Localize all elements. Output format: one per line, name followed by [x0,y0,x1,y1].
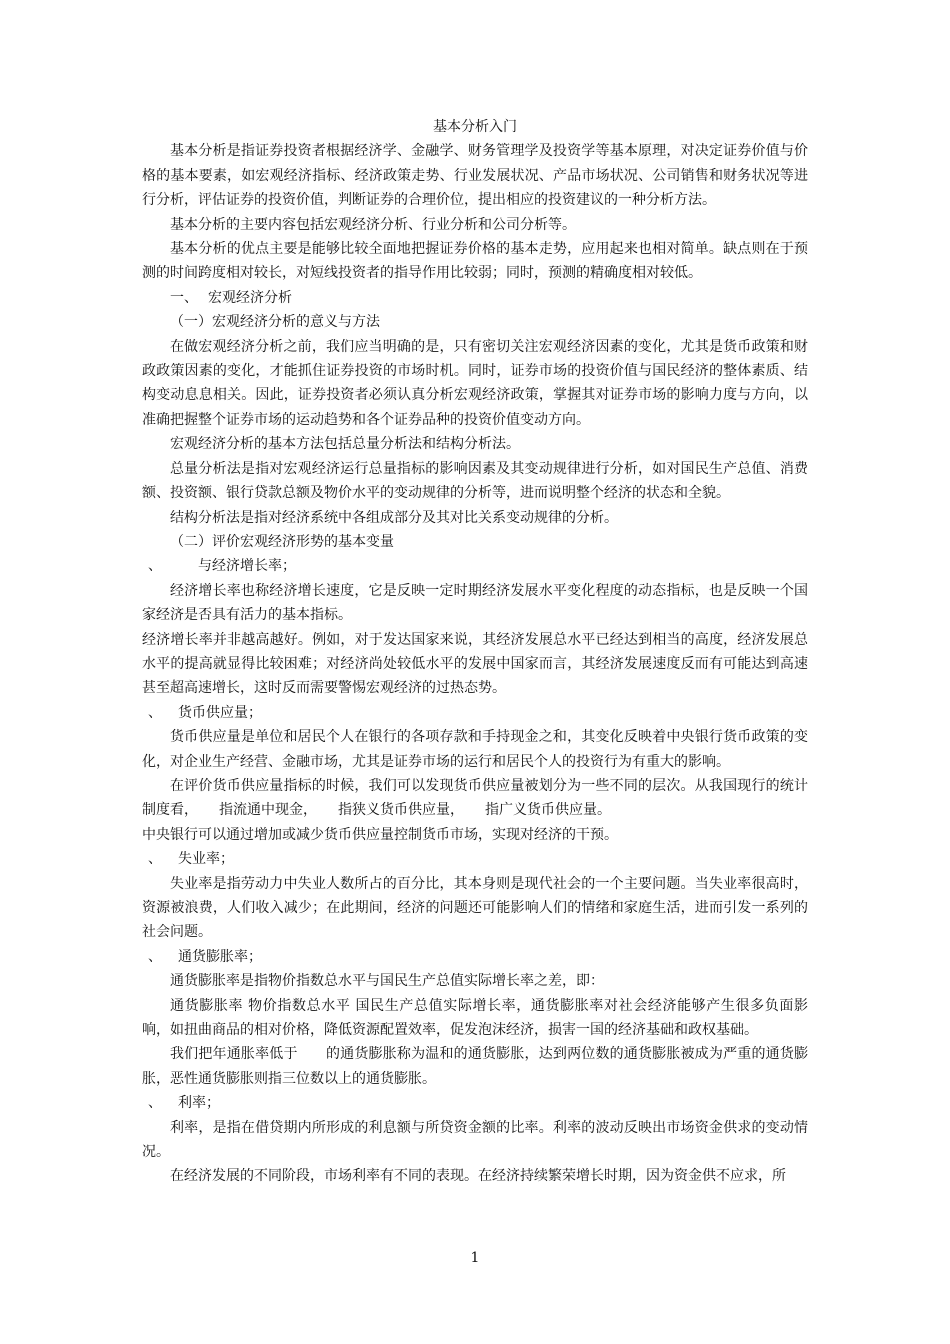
intro-paragraph: 基本分析的主要内容包括宏观经济分析、行业分析和公司分析等。 [170,216,576,233]
document-page [142,115,808,1189]
body-paragraph: 利率，是指在借贷期内所形成的利息额与所贷资金额的比率。利率的波动反映出市场资金供求的变动情况。 [142,1119,808,1161]
list-item-heading [142,1091,808,1115]
body-paragraph: 我们把年通胀率低于 的通货膨胀称为温和的通货膨胀，达到两位数的通货膨胀被成为严重的通货膨胀，恶性通货膨胀则指三位数以上的通货膨胀。 [142,1046,808,1087]
list-item-heading [142,701,808,725]
list-item-number: 、 [148,1095,162,1112]
body-paragraph: 经济增长率也称经济增长速度，它是反映一定时期经济发展水平变化程度的动态指标，也是反映一个国家经济是否具有活力的基本指标。 [142,582,808,624]
body-paragraph: 中央银行可以通过增加或减少货币供应量控制货币市场，实现对经济的干预。 [142,826,618,843]
intro-paragraph: 基本分析的优点主要是能够比较全面地把握证券价格的基本走势，应用起来也相对简单。缺点则在于预测的时间跨度相对较长，对短线投资者的指导作用比较弱；同时，预测的精确度相对较低。 [142,241,808,282]
list-item-label: 通货膨胀率； [178,948,262,965]
body-paragraph: 通货膨胀率是指物价指数总水平与国民生产总值实际增长率之差，即： [170,973,604,990]
body-paragraph: 结构分析法是指对经济系统中各组成部分及其对比关系变动规律的分析。 [170,509,618,526]
list-item-heading [142,945,808,969]
intro-paragraph: 基本分析是指证券投资者根据经济学、金融学、财务管理学及投资学等基本原理，对决定证券价值与价格的基本要素，如宏观经济指标、经济政策走势、行业发展状况、产品市场状况、公司销售和财务状况等进行分析，评估证券的投资价值，判断证券的合理价位，提出相应的投资建议的一种分析方法。 [142,143,808,209]
body-paragraph: 宏观经济分析的基本方法包括总量分析法和结构分析法。 [170,436,520,453]
body-paragraph: 经济增长率并非越高越好。例如，对于发达国家来说，其经济发展总水平已经达到相当的高度，经济发展总水平的提高就显得比较困难；对经济尚处较低水平的发展中国家而言，其经济发展速度反而有可能达到高速甚至超高速增长，这时反而需要警惕宏观经济的过热态势。 [142,631,808,697]
subsection-heading: （二）评价宏观经济形势的基本变量 [170,533,394,550]
list-item-label: 失业率； [178,851,234,868]
body-paragraph: 货币供应量是单位和居民个人在银行的各项存款和手持现金之和，其变化反映着中央银行货币政策的变化，对企业生产经营、金融市场，尤其是证券市场的运行和居民个人的投资行为有重大的影响。 [142,729,808,770]
subsection-heading: （一）宏观经济分析的意义与方法 [170,314,380,331]
list-item-number: 、 [148,948,162,965]
list-item-label: 与经济增长率； [198,558,296,575]
body-paragraph: 失业率是指劳动力中失业人数所占的百分比，其本身则是现代社会的一个主要问题。当失业率很高时，资源被浪费，人们收入减少；在此期间，经济的问题还可能影响人们的情绪和家庭生活，进而引发一系列的社会问题。 [142,875,808,941]
body-paragraph: 在评价货币供应量指标的时候，我们可以发现货币供应量被划分为一些不同的层次。从我国现行的统计制度看， 指流通中现金， 指狭义货币供应量， 指广义货币供应量。 [142,777,808,819]
list-item-number: 、 [148,704,162,721]
list-item-number: 、 [148,851,162,868]
section-number: 一、 [170,289,198,306]
section-title: 宏观经济分析 [208,289,292,306]
body-paragraph: 总量分析法是指对宏观经济运行总量指标的影响因素及其变动规律进行分析，如对国民生产总值、消费额、投资额、银行贷款总额及物价水平的变动规律的分析等，进而说明整个经济的状态和全貌。 [142,460,808,502]
body-paragraph: 在做宏观经济分析之前，我们应当明确的是，只有密切关注宏观经济因素的变化，尤其是货币政策和财政政策因素的变化，才能抓住证券投资的市场时机。同时，证券市场的投资价值与国民经济的整体素质、结构变动息息相关。因此，证券投资者必须认真分析宏观经济政策，掌握其对证券市场的影响力度与方向，以准确把握整个证券市场的运动趋势和各个证券品种的投资价值变动方向。 [142,338,808,428]
page-number: 1 [470,1250,480,1266]
body-paragraph: 在经济发展的不同阶段，市场利率有不同的表现。在经济持续繁荣增长时期，因为资金供不应求，所 [170,1168,786,1185]
list-item-label: 利率； [178,1095,220,1112]
list-item-heading [142,847,808,871]
list-item-heading [142,554,808,578]
section-heading [142,286,808,310]
list-item-label: 货币供应量； [178,704,262,721]
document-title: 基本分析入门 [433,119,517,135]
body-paragraph: 通货膨胀率 物价指数总水平 国民生产总值实际增长率，通货膨胀率对社会经济能够产生很多负面影响，如扭曲商品的相对价格，降低资源配置效率，促发泡沫经济，损害一国的经济基础和政权基础。 [142,997,808,1039]
list-item-number: 、 [148,558,162,575]
